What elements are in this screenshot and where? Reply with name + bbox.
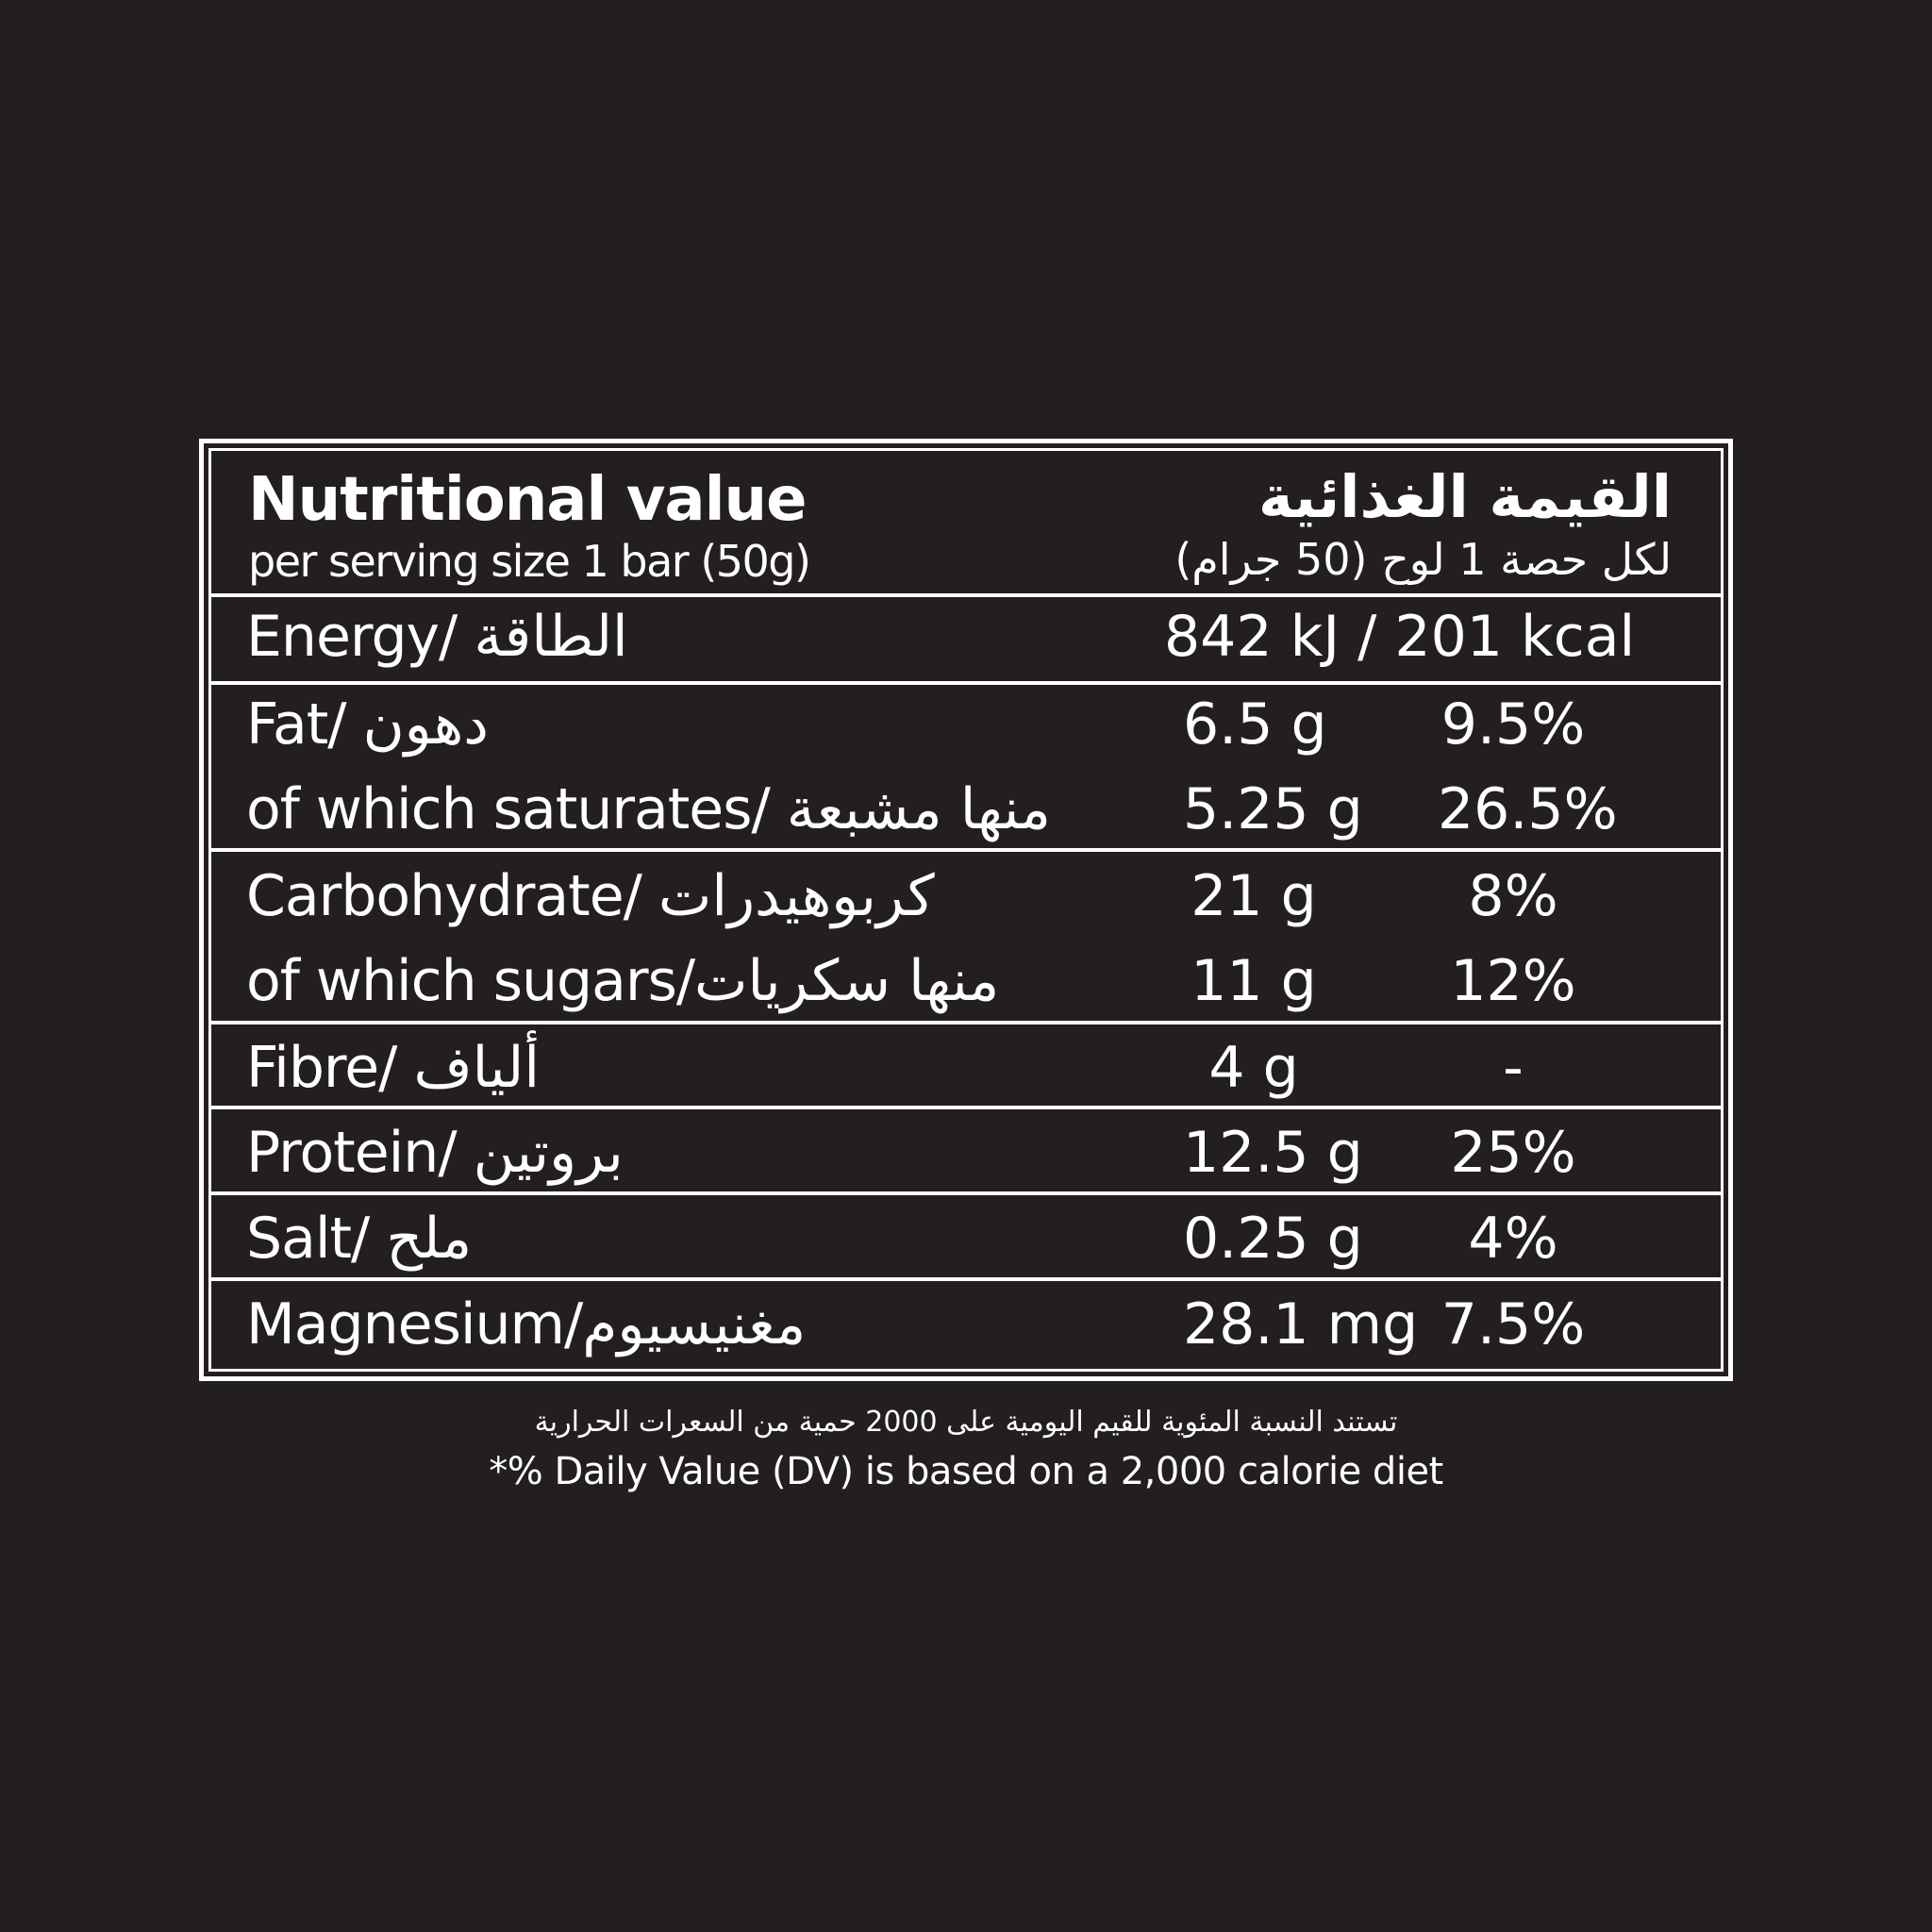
serving-size-english: per serving size 1 bar (50g) xyxy=(248,536,810,587)
row-divider xyxy=(211,1191,1721,1195)
nutrient-label: Magnesium/مغنيسيوم xyxy=(246,1291,807,1357)
nutrient-row-salt xyxy=(211,1199,1721,1284)
energy-row xyxy=(211,597,1721,682)
nutrient-row-carbohydrate xyxy=(211,857,1721,941)
nutrient-daily-value: 7.5% xyxy=(1441,1291,1586,1357)
nutrient-daily-value: 25% xyxy=(1450,1120,1576,1186)
nutrient-row-saturates xyxy=(211,770,1721,855)
nutrient-amount: 21 g xyxy=(1191,863,1317,929)
nutrient-row-magnesium xyxy=(211,1285,1721,1370)
energy-label: Energy/ الطاقة xyxy=(246,604,628,670)
nutrient-amount: 12.5 g xyxy=(1183,1120,1363,1186)
energy-value: 842 kJ / 201 kcal xyxy=(1164,604,1636,670)
label-header xyxy=(211,451,1721,593)
nutrient-label: Fat/ دهون xyxy=(246,691,490,758)
nutrient-amount: 5.25 g xyxy=(1183,776,1363,842)
nutrient-daily-value: 26.5% xyxy=(1438,776,1618,842)
nutrient-amount: 6.5 g xyxy=(1183,691,1327,758)
row-divider xyxy=(211,1106,1721,1109)
nutrient-amount: 28.1 mg xyxy=(1183,1291,1419,1357)
label-title-english: Nutritional value xyxy=(248,465,807,535)
nutrient-daily-value: 12% xyxy=(1450,948,1576,1014)
nutrient-label: Carbohydrate/ كربوهيدرات xyxy=(246,863,935,929)
nutrient-row-protein xyxy=(211,1113,1721,1198)
nutrient-label: Fibre/ ألياف xyxy=(246,1035,540,1101)
row-divider xyxy=(211,1021,1721,1024)
nutrient-daily-value: 8% xyxy=(1468,863,1558,929)
nutrient-row-fat xyxy=(211,685,1721,770)
row-divider xyxy=(211,1277,1721,1281)
footnote-arabic: تستند النسبة المئوية للقيم اليومية على 2000 حمية من السعرات الحرارية xyxy=(534,1406,1398,1439)
nutrition-facts-table xyxy=(208,448,1724,1372)
label-title-arabic: القيمة الغذائية xyxy=(1258,462,1672,531)
nutrient-amount: 0.25 g xyxy=(1183,1206,1363,1272)
nutrition-facts-label xyxy=(199,439,1733,1381)
nutrient-label: of which sugars/منها سكريات xyxy=(246,948,1000,1014)
footnote-english: *% Daily Value (DV) is based on a 2,000 calorie diet xyxy=(489,1450,1443,1493)
nutrient-row-sugars xyxy=(211,941,1721,1026)
nutrient-label: Protein/ بروتين xyxy=(246,1120,624,1186)
nutrient-daily-value: 4% xyxy=(1468,1206,1558,1272)
nutrient-amount: 4 g xyxy=(1208,1035,1299,1101)
row-divider xyxy=(211,848,1721,852)
nutrient-label: Salt/ ملح xyxy=(246,1206,473,1272)
serving-size-arabic: لكل حصة 1 لوح (50 جرام) xyxy=(1174,534,1672,585)
nutrient-daily-value: 9.5% xyxy=(1441,691,1586,758)
nutrient-row-fibre xyxy=(211,1028,1721,1113)
nutrient-daily-value: - xyxy=(1503,1035,1524,1101)
nutrient-label: of which saturates/ منها مشبعة xyxy=(246,776,1051,842)
nutrient-amount: 11 g xyxy=(1191,948,1317,1014)
